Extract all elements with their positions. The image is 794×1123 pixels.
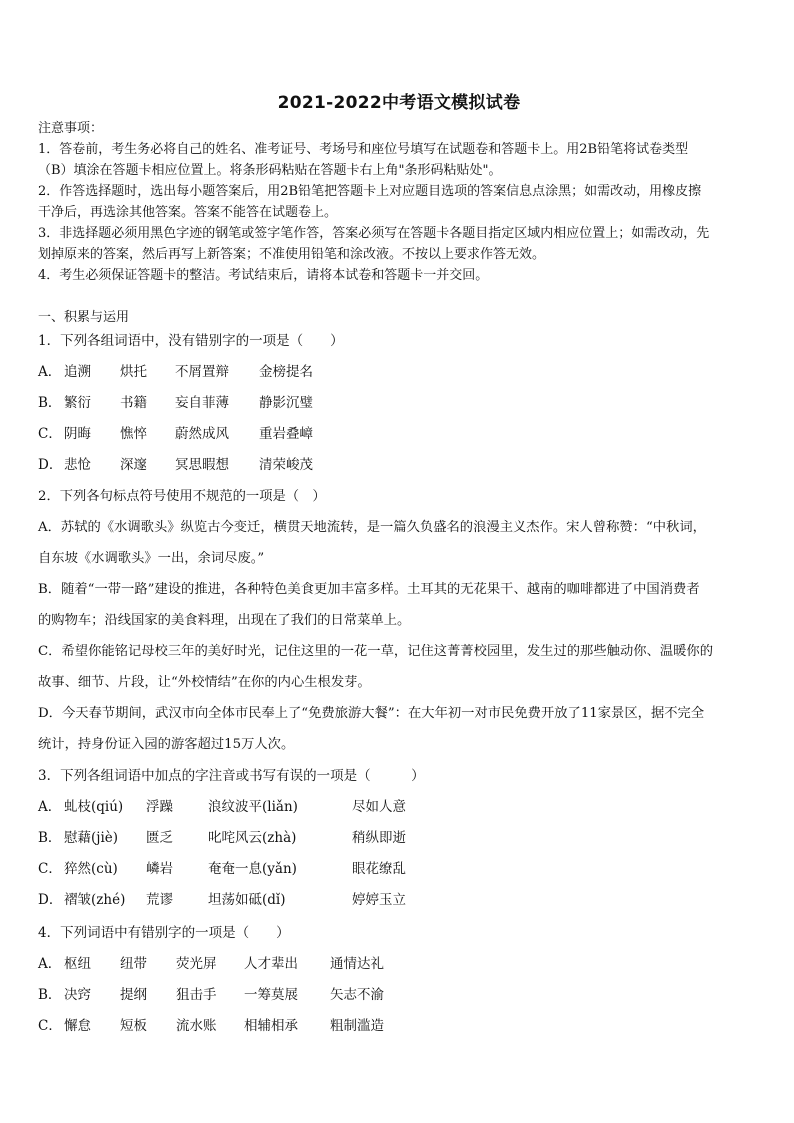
option-label: A． xyxy=(38,799,62,815)
option-word: 冥思暇想 xyxy=(175,457,229,473)
question-2 xyxy=(38,481,760,760)
notes-block xyxy=(38,118,760,286)
notes-line: 2．作答选择题时，选出每小题答案后，用2B铅笔把答题卡上对应题目选项的答案信息点涂黑；如需改动，用橡皮擦 xyxy=(38,184,702,199)
option-text: B．随着“一带一路”建设的推进，各种特色美食更加丰富多样。土耳其的无花果干、越南的咖啡都进了中国消费者 xyxy=(38,582,700,597)
notes-line: 4．考生必须保证答题卡的整洁。考试结束后，请将本试卷和答题卡一并交回。 xyxy=(38,268,489,283)
option-word: 粗制滥造 xyxy=(330,1018,384,1034)
option-word: 烘托 xyxy=(120,364,147,380)
option-word: 悲怆 xyxy=(64,457,91,473)
option-label: C． xyxy=(38,426,62,442)
option-label: B． xyxy=(38,987,62,1003)
notes-line: 3．非选择题必须用黑色字迹的钢笔或签字笔作答，答案必须写在答题卡各题目指定区域内相应位置上；如需改动，先 xyxy=(38,226,710,241)
option-word: 婷婷玉立 xyxy=(352,892,406,908)
question-1 xyxy=(38,326,760,481)
option-text: 自东坡《水调歌头》一出，余词尽废。” xyxy=(38,551,265,566)
option-word: 憔悴 xyxy=(120,426,147,442)
option-row xyxy=(38,1011,760,1042)
option-text: 的购物车；沿线国家的美食料理，出现在了我们的日常菜单上。 xyxy=(38,613,411,628)
question-stem: 2．下列各句标点符号使用不规范的一项是（ ） xyxy=(38,489,326,504)
option-word: 短板 xyxy=(120,1018,147,1034)
option-row xyxy=(38,388,760,419)
option-word: 猝然(cù) xyxy=(64,861,118,877)
option-word: 相辅相承 xyxy=(244,1018,298,1034)
option-word: 金榜提名 xyxy=(259,364,313,380)
option-word: 追溯 xyxy=(64,364,91,380)
option-label: B． xyxy=(38,830,62,846)
notes-line: 1．答卷前，考生务必将自己的姓名、准考证号、考场号和座位号填写在试题卷和答题卡上。用2B铅笔将试卷类型 xyxy=(38,142,689,157)
option-word: 奄奄一息(yǎn) xyxy=(208,861,297,877)
question-stem: 4．下列词语中有错别字的一项是（ ） xyxy=(38,925,290,941)
option-text: A．苏轼的《水调歌头》纵览古今变迁，横贯天地流转，是一篇久负盛名的浪漫主义杰作。宋人曾称赞：“中秋词， xyxy=(38,520,706,535)
option-word: 荒谬 xyxy=(146,892,173,908)
option-word: 懈怠 xyxy=(64,1018,91,1034)
option-row xyxy=(38,419,760,450)
option-text: 统计，持身份证入园的游客超过15万人次。 xyxy=(38,737,295,752)
option-word: 静影沉璧 xyxy=(259,395,313,411)
notes-line: 划掉原来的答案，然后再写上新答案；不准使用铅笔和涂改液。不按以上要求作答无效。 xyxy=(38,247,546,262)
option-word: 褶皱(zhé) xyxy=(64,892,126,908)
option-word: 不屑置辩 xyxy=(175,364,229,380)
option-text: 故事、细节、片段，让“外校情结”在你的内心生根发芽。 xyxy=(38,675,371,690)
option-word: 慰藉(jiè) xyxy=(64,830,119,846)
option-word: 浪纹波平(liǎn) xyxy=(208,799,298,815)
option-label: C． xyxy=(38,1018,62,1034)
option-word: 坦荡如砥(dǐ) xyxy=(208,892,286,908)
option-row xyxy=(38,980,760,1011)
option-word: 妄自菲薄 xyxy=(175,395,229,411)
question-stem: 3．下列各组词语中加点的字注音或书写有误的一项是（ ） xyxy=(38,768,425,784)
option-row xyxy=(38,885,760,916)
option-word: 提纲 xyxy=(120,987,147,1003)
option-word: 虬枝(qiú) xyxy=(64,799,124,815)
option-word: 决窍 xyxy=(64,987,91,1003)
option-label: A． xyxy=(38,956,62,972)
option-word: 重岩叠嶂 xyxy=(259,426,313,442)
option-label: A． xyxy=(38,364,62,380)
option-word: 匮乏 xyxy=(146,830,173,846)
option-label: B． xyxy=(38,395,62,411)
option-row xyxy=(38,854,760,885)
question-4 xyxy=(38,918,760,1042)
option-word: 繁衍 xyxy=(64,395,91,411)
option-word: 嶙岩 xyxy=(146,861,173,877)
option-label: D． xyxy=(38,457,63,473)
option-word: 纽带 xyxy=(120,956,147,972)
option-row xyxy=(38,792,760,823)
option-word: 清荣峻茂 xyxy=(259,457,313,473)
option-label: C． xyxy=(38,861,62,877)
option-word: 狙击手 xyxy=(176,987,217,1003)
section-heading: 一、积累与运用 xyxy=(38,310,130,325)
option-word: 枢纽 xyxy=(64,956,91,972)
option-word: 荧光屏 xyxy=(176,956,217,972)
option-word: 阴晦 xyxy=(64,426,91,442)
option-row xyxy=(38,357,760,388)
option-word: 流水账 xyxy=(176,1018,217,1034)
option-word: 深邃 xyxy=(120,457,147,473)
page-title: 2021-2022中考语文模拟试卷 xyxy=(277,93,521,113)
option-row xyxy=(38,450,760,481)
option-row xyxy=(38,949,760,980)
option-word: 叱咤风云(zhà) xyxy=(208,830,297,846)
notes-line: （B）填涂在答题卡相应位置上。将条形码粘贴在答题卡右上角"条形码粘贴处"。 xyxy=(38,163,502,178)
option-label: D． xyxy=(38,892,63,908)
option-word: 眼花缭乱 xyxy=(352,861,406,877)
option-word: 通情达礼 xyxy=(330,956,384,972)
notes-heading: 注意事项： xyxy=(38,121,104,136)
option-word: 稍纵即逝 xyxy=(352,830,406,846)
question-stem: 1．下列各组词语中，没有错别字的一项是（ ） xyxy=(38,333,344,349)
option-row xyxy=(38,823,760,854)
notes-line: 干净后，再选涂其他答案。答案不能答在试题卷上。 xyxy=(38,205,338,220)
option-word: 一筹莫展 xyxy=(244,987,298,1003)
option-word: 书籍 xyxy=(120,395,147,411)
option-text: C．希望你能铭记母校三年的美好时光，记住这里的一花一草，记住这菁菁校园里，发生过的那些触动你、温暖你的 xyxy=(38,644,714,659)
option-word: 人才辈出 xyxy=(244,956,298,972)
option-word: 浮躁 xyxy=(146,799,173,815)
option-word: 矢志不渝 xyxy=(330,987,384,1003)
question-3 xyxy=(38,761,760,916)
option-word: 尽如人意 xyxy=(352,799,406,815)
option-text: D．今天春节期间，武汉市向全体市民奉上了“免费旅游大餐”：在大年初一对市民免费开放了11家景区，据不完全 xyxy=(38,706,705,721)
option-word: 蔚然成风 xyxy=(175,426,229,442)
